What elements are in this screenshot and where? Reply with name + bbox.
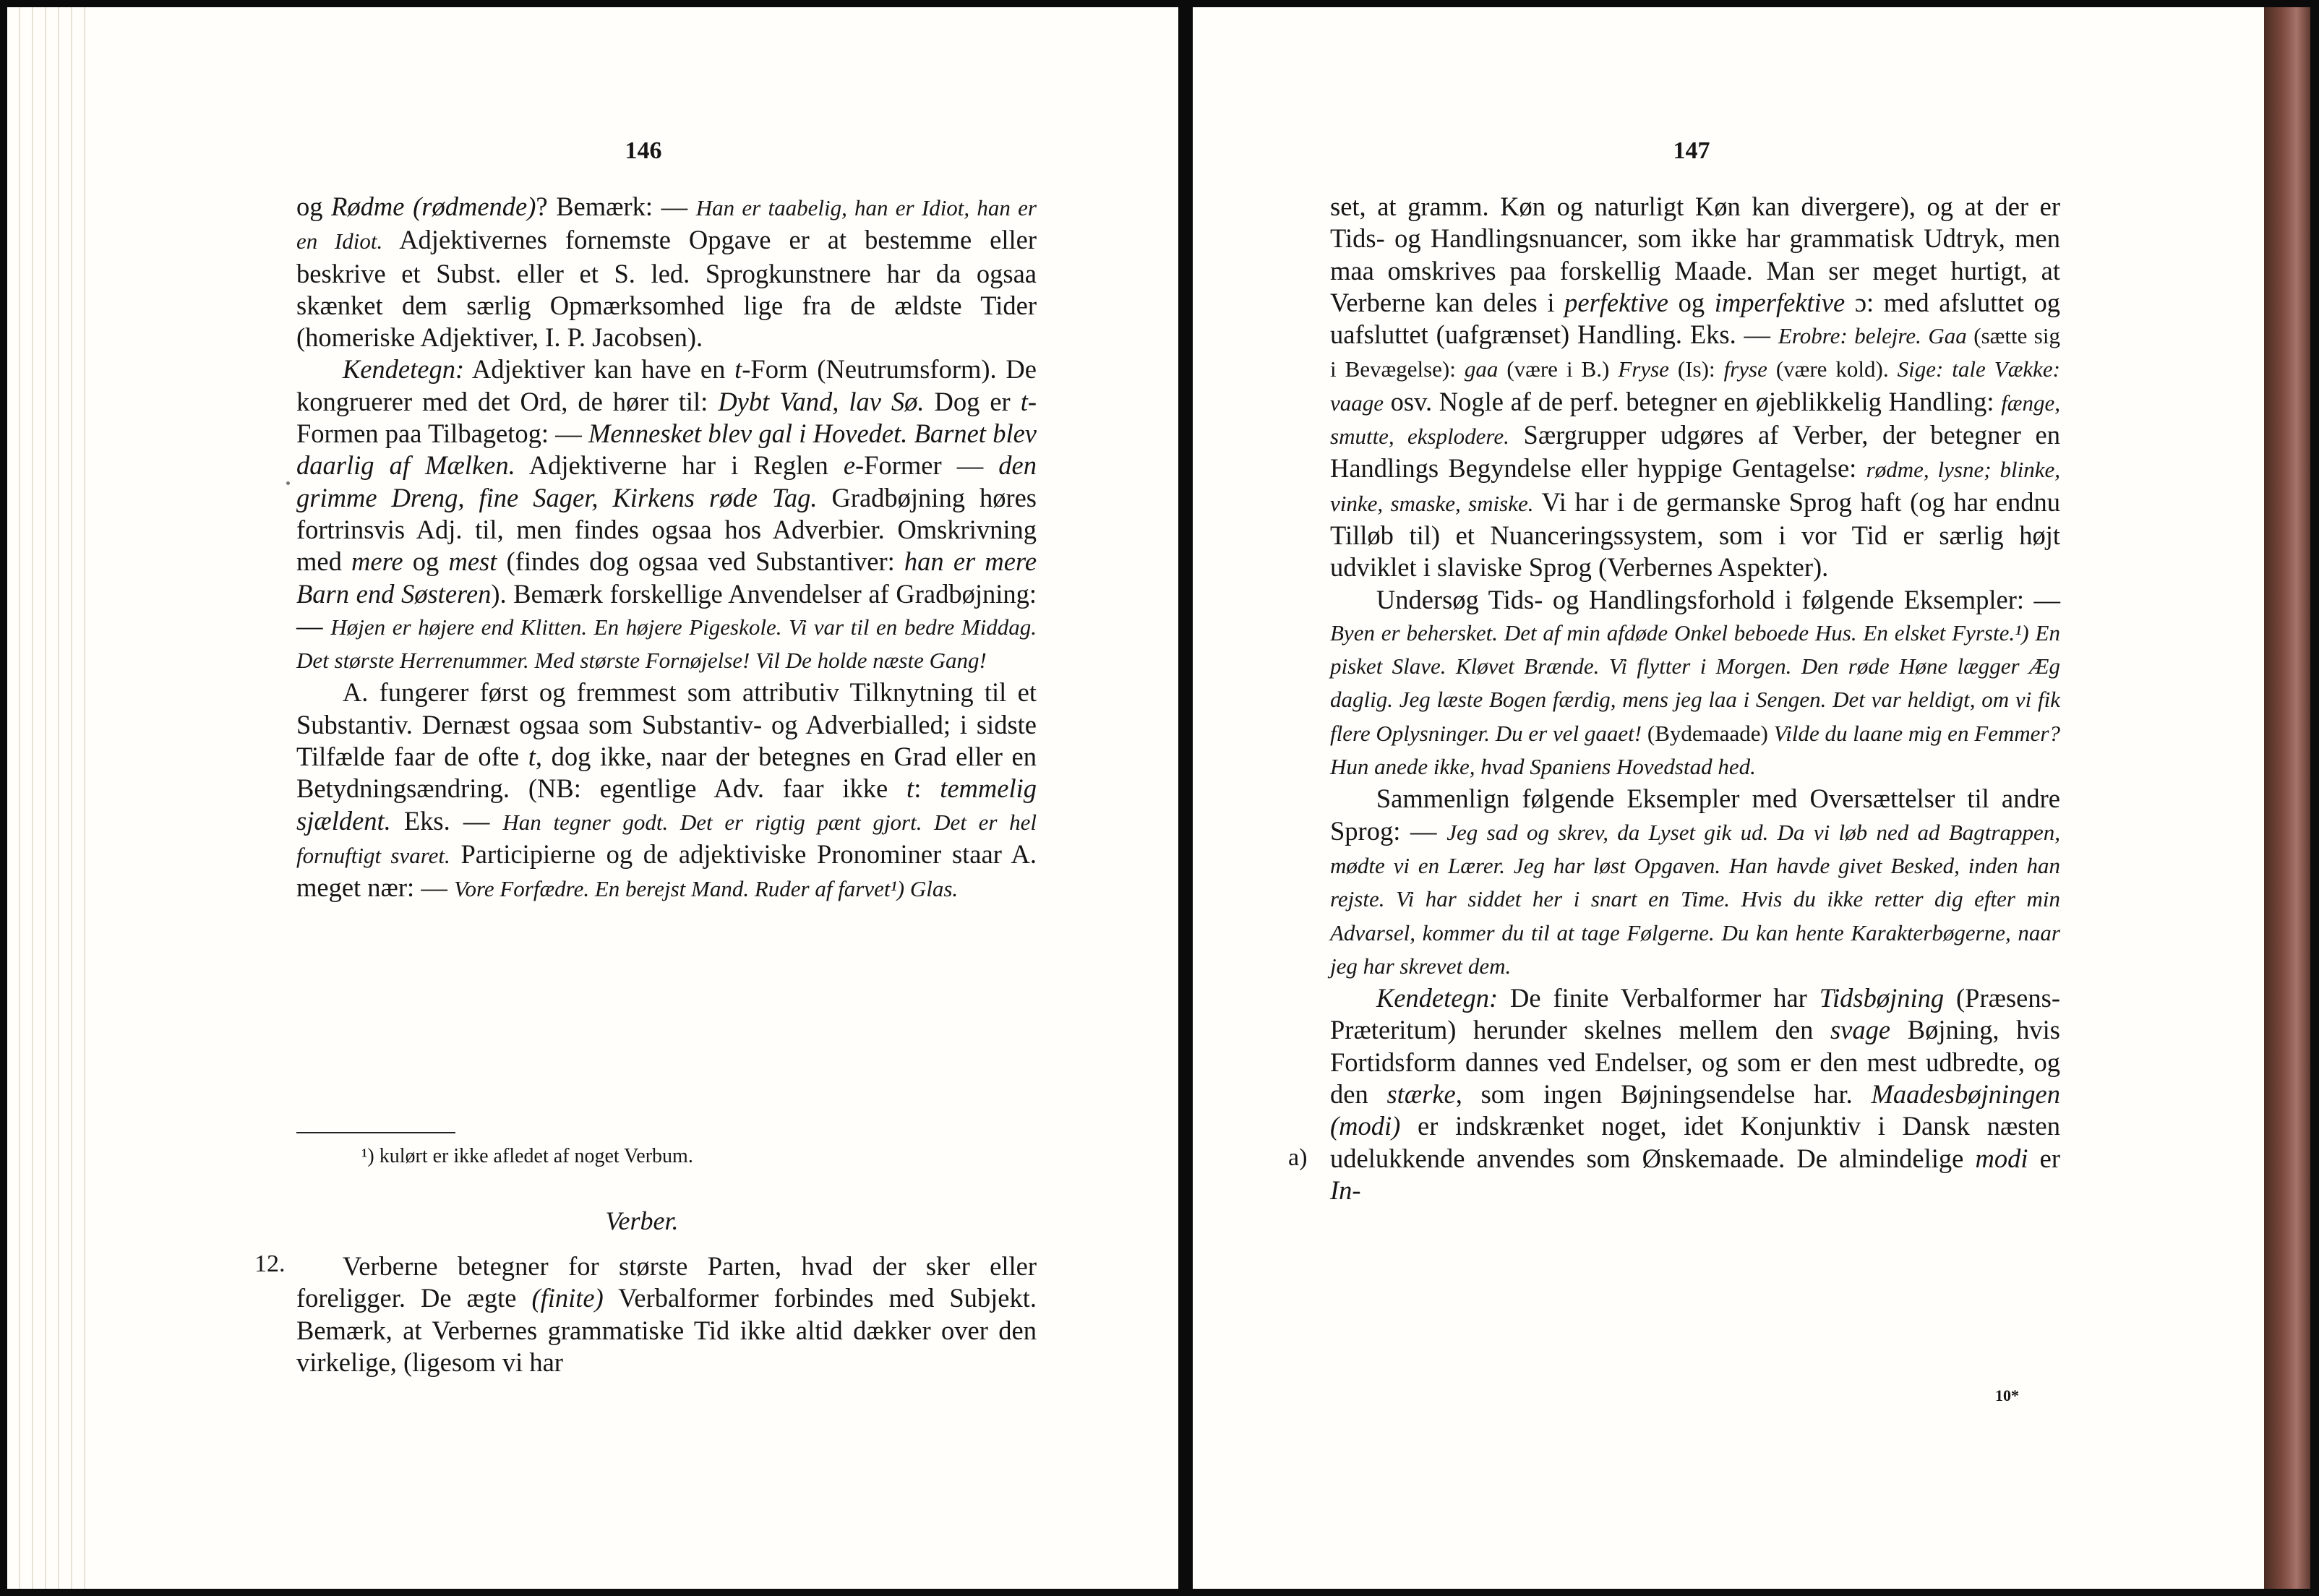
margin-label-a: a) bbox=[1288, 1144, 1308, 1171]
left-paragraph-3: A. fungerer først og fremmest som attributiv Tilknytning til et Substantiv. Dernæst ogsaa som Substantiv- og Adverbialled; i sidste Tilfælde faar de ofte t, dog ikke, naar der betegnes en Grad eller en Betydningsændring. (NB: egentlige Adv. faar ikke t: temmelig sjældent. Eks. — Han tegner godt. Det er rigtig pænt gjort. Det er hel fornuftigt svaret. Participierne og de adjektiviske Pronominer staar A. meget nær: — Vore Forfædre. En berejst Mand. Ruder af farvet¹) Glas. bbox=[296, 677, 1037, 903]
left-text-column-2 bbox=[296, 1250, 1037, 1378]
italic-term: t bbox=[906, 773, 914, 804]
italic-term: imperfektive bbox=[1714, 287, 1846, 317]
small-text: (være i B.) bbox=[1498, 356, 1619, 382]
italic-term: Maadesbøjningen (modi) bbox=[1330, 1079, 2060, 1141]
example-text: Vore Forfædre. En berejst Mand. Ruder af farvet¹) Glas. bbox=[453, 876, 959, 902]
example-text: rødme, lysne; blinke, vinke, smaske, smiske. bbox=[1330, 457, 2060, 516]
example-text: fryse bbox=[1723, 356, 1767, 382]
footnote bbox=[361, 1145, 693, 1168]
example-text: Han er taabelig, han er Idiot, han er en Idiot. bbox=[296, 195, 1037, 254]
section-number: 12. bbox=[254, 1250, 286, 1277]
italic-term: temmelig sjældent. bbox=[296, 773, 1037, 836]
italic-term: Rødme (rødmende) bbox=[331, 192, 536, 221]
example-text: Sige: tale Vække: vaage bbox=[1330, 356, 2060, 416]
left-paragraph-1: og Rødme (rødmende)? Bemærk: — Han er taabelig, han er Idiot, han er en Idiot. Adjektivernes fornemste Opgave er at bestemme eller beskrive et Subst. eller et S. led. Sprogkunstnere har da ogsaa skænket dem særlig Opmærksomhed lige fra de ældste Tider (homeriske Adjektiver, I. P. Jacobsen). bbox=[296, 192, 1037, 353]
italic-term: t bbox=[734, 354, 742, 385]
italic-term: stærke bbox=[1386, 1079, 1456, 1110]
italic-term: Dybt Vand, lav Sø. bbox=[718, 386, 925, 416]
book-cover-edge bbox=[2264, 7, 2310, 1589]
page-number-right: 147 bbox=[1673, 137, 1710, 164]
italic-term: perfektive bbox=[1564, 287, 1669, 317]
italic-term: In- bbox=[1330, 1175, 1361, 1205]
example-text: gaa bbox=[1464, 356, 1499, 382]
left-paragraph-4: Verberne betegner for største Parten, hvad der sker eller foreligger. De ægte (finite) Verbalformer forbindes med Subjekt. Bemærk, at Verbernes grammatiske Tid ikke altid dækker over den virkelige, (ligesom vi har bbox=[296, 1251, 1037, 1377]
right-paragraph-3: Sammenlign følgende Eksempler med Oversættelser til andre Sprog: — Jeg sad og skrev, da Lyset gik ud. Da vi løb ned ad Bagtrappen, mødte vi en Lærer. Jeg har løst Opgaven. Han havde givet Besked, inden han rejste. Vi har siddet her i snart en Time. Hvis du ikke retter dig efter min Advarsel, kommer du til at tage Følgerne. Du kan hente Karakterbøgerne, naar jeg har skrevet dem. bbox=[1330, 784, 2060, 979]
italic-term: Kendetegn: bbox=[342, 354, 465, 385]
small-text: (Bydemaade) bbox=[1642, 720, 1774, 746]
italic-term: mest bbox=[448, 546, 497, 577]
page-number-left: 146 bbox=[625, 137, 662, 164]
example-text: Erobre: belejre. Gaa bbox=[1778, 323, 1967, 349]
example-text: Fryse bbox=[1618, 356, 1669, 382]
italic-term: Tidsbøjning bbox=[1819, 983, 1945, 1013]
italic-term: t bbox=[528, 742, 536, 772]
italic-term: e bbox=[843, 450, 856, 481]
footnote-rule bbox=[296, 1132, 455, 1133]
page-edges bbox=[7, 7, 87, 1589]
right-paragraph-4: Kendetegn: De finite Verbalformer har Tidsbøjning (Præsens-Præteritum) herunder skelnes mellem den svage Bøjning, hvis Fortidsform dannes ved Endelser, og som er den mest udbredte, og den stærke, som ingen Bøjningsendelse har. Maadesbøjningen (modi) er indskrænket noget, idet Konjunktiv i Dansk næsten udelukkende anvendes som Ønskemaade. De almindelige modi er In- bbox=[1330, 983, 2060, 1205]
italic-term: Mennesket blev gal i Hovedet. Barnet blev daarlig af Mælken. bbox=[296, 419, 1037, 481]
left-text-column bbox=[296, 191, 1037, 906]
margin-mark bbox=[286, 481, 290, 485]
right-paragraph-1: set, at gramm. Køn og naturligt Køn kan divergere), og at der er Tids- og Handlingsnuancer, som ikke har grammatisk Udtryk, men maa omskrives paa forskellig Maade. Man ser meget hurtigt, at Verberne kan deles i perfektive og imperfektive ɔ: med afsluttet og uafsluttet (uafgrænset) Handling. Eks. — Erobre: belejre. Gaa (sætte sig i Bevægelse): gaa (være i B.) Fryse (Is): fryse (være kold). Sige: tale Vække: vaage osv. Nogle af de perf. betegner en øjeblikkelig Handling: fænge, smutte, eksplodere. Særgrupper udgøres af Verber, der betegner en Handlings Begyndelse eller hyppige Gentagelse: rødme, lysne; blinke, vinke, smaske, smiske. Vi har i de germanske Sprog haft (og har endnu Tilløb til) et Nuanceringssystem, som i vor Tid er særlig højt udviklet i slaviske Sprog (Verbernes Aspekter). bbox=[1330, 192, 2060, 583]
italic-term: svage bbox=[1830, 1015, 1891, 1045]
right-text-column bbox=[1330, 191, 2060, 1206]
italic-term: mere bbox=[351, 546, 403, 577]
footnote-text: ¹) kulørt er ikke afledet af noget Verbum. bbox=[361, 1145, 693, 1167]
italic-term: den grimme Dreng, fine Sager, Kirkens røde Tag. bbox=[296, 450, 1037, 512]
left-paragraph-2: Kendetegn: Adjektiver kan have en t-Form (Neutrumsform). De kongruerer med det Ord, de hører til: Dybt Vand, lav Sø. Dog er t-Formen paa Tilbagetog: — Mennesket blev gal i Hovedet. Barnet blev daarlig af Mælken. Adjektiverne har i Reglen e-Former — den grimme Dreng, fine Sager, Kirkens røde Tag. Gradbøjning høres fortrinsvis Adj. til, men findes ogsaa hos Adverbier. Omskrivning med mere og mest (findes dog ogsaa ved Substantiver: han er mere Barn end Søsteren). Bemærk forskellige Anvendelser af Gradbøjning: — Højen er højere end Klitten. En højere Pigeskole. Vi var til en bedre Middag. Det største Herrenummer. Med største Fornøjelse! Vil De holde næste Gang! bbox=[296, 354, 1037, 674]
example-text: Jeg sad og skrev, da Lyset gik ud. Da vi løb ned ad Bagtrappen, mødte vi en Lærer. Jeg har løst Opgaven. Han havde givet Besked, inden han rejste. Vi har siddet her i snart en Time. Hvis du ikke retter dig efter min Advarsel, kommer du til at tage Følgerne. Du kan hente Karakterbøgerne, naar jeg har skrevet dem. bbox=[1330, 819, 2060, 979]
small-text: (Is): bbox=[1668, 356, 1724, 382]
example-text: Byen er behersket. Det af min afdøde Onkel beboede Hus. En elsket Fyrste.¹) En pisket Slave. Kløvet Brænde. Vi flytter i Morgen. Den røde Høne lægger Æg daglig. Jeg læste Bogen færdig, mens jeg laa i Sengen. Det var heldigt, om vi fik flere Oplysninger. Du er vel gaaet! bbox=[1330, 619, 2060, 746]
signature-mark: 10* bbox=[1995, 1386, 2019, 1404]
small-text: (sætte sig i Bevægelse): bbox=[1330, 323, 2060, 382]
section-heading: Verber. bbox=[605, 1206, 679, 1235]
example-text: Højen er højere end Klitten. En højere Pigeskole. Vi var til en bedre Middag. Det største Herrenummer. Med største Fornøjelse! Vil De holde næste Gang! bbox=[296, 614, 1037, 674]
italic-term: modi bbox=[1975, 1143, 2028, 1173]
italic-term: (finite) bbox=[531, 1283, 604, 1313]
italic-term: Kendetegn: bbox=[1376, 983, 1499, 1013]
example-text: Han tegner godt. Det er rigtig pænt gjort. Det er hel fornuftigt svaret. bbox=[296, 809, 1037, 868]
book-gutter bbox=[1178, 0, 1193, 1596]
right-paragraph-2: Undersøg Tids- og Handlingsforhold i følgende Eksempler: — Byen er behersket. Det af min afdøde Onkel beboede Hus. En elsket Fyrste.¹) En pisket Slave. Kløvet Brænde. Vi flytter i Morgen. Den røde Høne lægger Æg daglig. Jeg læste Bogen færdig, mens jeg laa i Sengen. Det var heldigt, om vi fik flere Oplysninger. Du er vel gaaet! (Bydemaade) Vilde du laane mig en Femmer? Hun anede ikke, hvad Spaniens Hovedstad hed. bbox=[1330, 584, 2060, 780]
example-text: fænge, smutte, eksplodere. bbox=[1330, 390, 2060, 450]
small-text: (være kold). bbox=[1767, 356, 1898, 382]
italic-term: t bbox=[1020, 386, 1028, 416]
italic-term: han er mere Barn end Søsteren bbox=[296, 546, 1037, 609]
example-text: Vilde du laane mig en Femmer? Hun anede ikke, hvad Spaniens Hovedstad hed. bbox=[1330, 720, 2060, 780]
